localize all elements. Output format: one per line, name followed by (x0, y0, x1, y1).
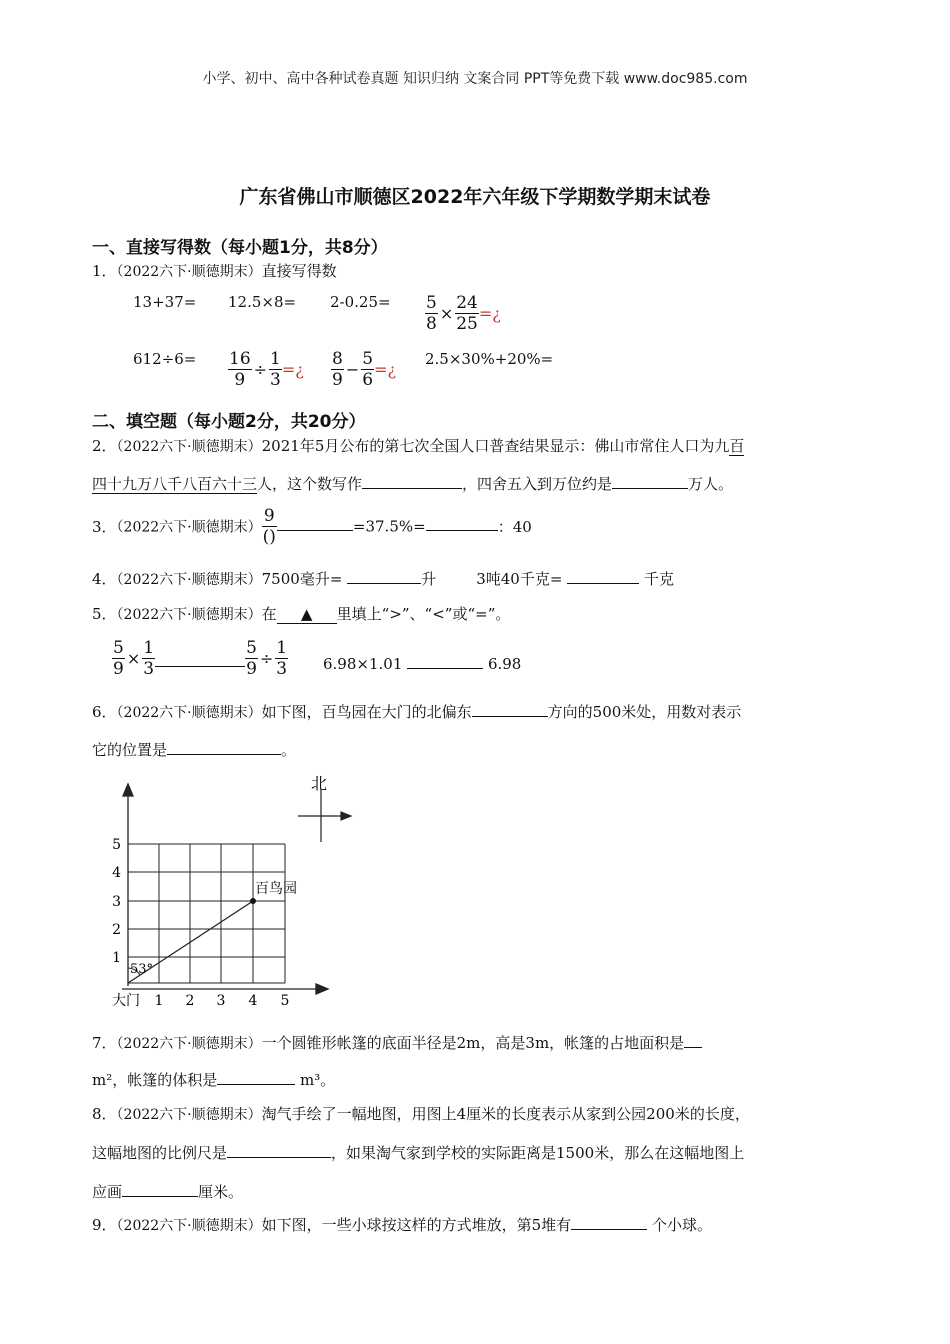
question-5: 5．（2022六下·顺德期末）在 ▲ 里填上“>”、“<”或“=”。 (92, 605, 511, 623)
page-header: 小学、初中、高中各种试卷真题 知识归纳 文案合同 PPT等免费下载 www.doc985.com (202, 71, 748, 87)
question-6-line-2: 它的位置是 。 (92, 738, 296, 760)
x-tick-label: 3 (216, 993, 226, 1009)
y-axis-arrow (123, 784, 133, 796)
question-8-line-2: 这幅地图的比例尺是 ，如果淘气家到学校的实际距离是1500米，那么在这幅地图上 (92, 1141, 744, 1163)
y-tick-label: 5 (112, 837, 121, 853)
question-7-line-2: m²，帐篷的体积是 m³。 (92, 1068, 335, 1090)
q6-blank-2[interactable] (167, 738, 281, 755)
page-title: 广东省佛山市顺德区2022年六年级下学期数学期末试卷 (239, 186, 711, 208)
q4-blank-1[interactable] (347, 567, 421, 584)
q7-blank-2[interactable] (217, 1068, 295, 1085)
y-tick-label: 1 (112, 950, 121, 966)
q1-expr-8: 2.5×30%+20%= (425, 350, 554, 368)
x-tick-label: 2 (185, 993, 195, 1009)
q5-blank-1[interactable] (155, 650, 245, 667)
bird-park-point (250, 898, 256, 904)
point-label: 百鸟园 (255, 881, 297, 897)
q5-compare-2: 6.98×1.01 6.98 (323, 652, 521, 673)
question-4: 4．（2022六下·顺德期末）7500毫升= 升 3吨40千克= 千克 (92, 567, 674, 589)
y-tick-label: 2 (112, 922, 121, 938)
x-tick-label: 1 (154, 993, 164, 1009)
q7-blank-1[interactable] (684, 1031, 702, 1048)
q1-expr-2: 12.5×8= (228, 293, 297, 311)
angle-label: 53° (130, 962, 154, 977)
q8-blank-1[interactable] (227, 1141, 331, 1158)
question-2-line-2: 四十九万八千八百六十三人，这个数写作 ，四舍五入到万位约是 万人。 (92, 472, 733, 494)
question-9: 9．（2022六下·顺德期末）如下图，一些小球按这样的方式堆放，第5堆有 个小球。 (92, 1213, 712, 1235)
q4-blank-2[interactable] (567, 567, 639, 584)
q2-blank-2[interactable] (612, 472, 688, 489)
x-axis-arrow (316, 984, 328, 994)
q5-blank-2[interactable] (407, 652, 483, 669)
y-tick-label: 4 (112, 865, 121, 881)
q1-expr-3: 2-0.25= (330, 293, 391, 311)
q1-expr-5: 612÷6= (133, 350, 197, 368)
q5-compare-1: $\frac{5}{9}$ × $\frac{1}{3}$ $\frac{5}{9}$ ÷ $\frac{1}{3}$ (113, 638, 288, 679)
section-1-heading: 一、直接写得数（每小题1分，共8分） (92, 238, 388, 258)
x-tick-label: 4 (248, 993, 258, 1009)
q6-grid-figure (108, 770, 358, 1010)
question-7-line-1: 7．（2022六下·顺德期末）一个圆锥形帐篷的底面半径是2m，高是3m，帐篷的占地面积是 (92, 1031, 702, 1053)
q1-expr-4: $\frac{5}{8}$ × $\frac{24}{25}$ =¿ (426, 293, 501, 334)
q1-expr-1: 13+37= (133, 293, 197, 311)
origin-label: 大门 (112, 993, 140, 1009)
question-8-line-1: 8．（2022六下·顺德期末）淘气手绘了一幅地图，用图上4厘米的长度表示从家到公园200米的长度， (92, 1105, 750, 1123)
q9-blank[interactable] (571, 1213, 647, 1230)
compass-arrow (341, 812, 351, 820)
question-6-line-1: 6．（2022六下·顺德期末）如下图，百鸟园在大门的北偏东 方向的500米处，用数对表示 (92, 700, 741, 722)
q6-blank-1[interactable] (472, 700, 548, 717)
q3-blank-2[interactable] (426, 514, 498, 531)
q2-blank-1[interactable] (362, 472, 462, 489)
q1-expr-7: $\frac{8}{9}$ − $\frac{5}{6}$ =¿ (332, 349, 397, 390)
q3-blank-1[interactable] (277, 514, 353, 531)
question-1-header: 1．（2022六下·顺德期末）直接写得数 (92, 262, 337, 280)
x-tick-label: 5 (280, 993, 290, 1009)
question-3: 3．（2022六下·顺德期末） $\frac{9}{()}$ =37.5%= ：40 (92, 506, 532, 547)
q1-expr-6: $\frac{16}{9}$ ÷ $\frac{1}{3}$ =¿ (229, 349, 304, 390)
question-8-line-3: 应画 厘米。 (92, 1180, 243, 1202)
question-2-line-1: 2．（2022六下·顺德期末）2021年5月公布的第七次全国人口普查结果显示：佛山市常住人口为九百 (92, 437, 745, 455)
q8-blank-2[interactable] (122, 1180, 198, 1197)
north-label: 北 (311, 774, 328, 793)
section-2-heading: 二、填空题（每小题2分，共20分） (92, 412, 366, 432)
y-tick-label: 3 (112, 894, 121, 910)
